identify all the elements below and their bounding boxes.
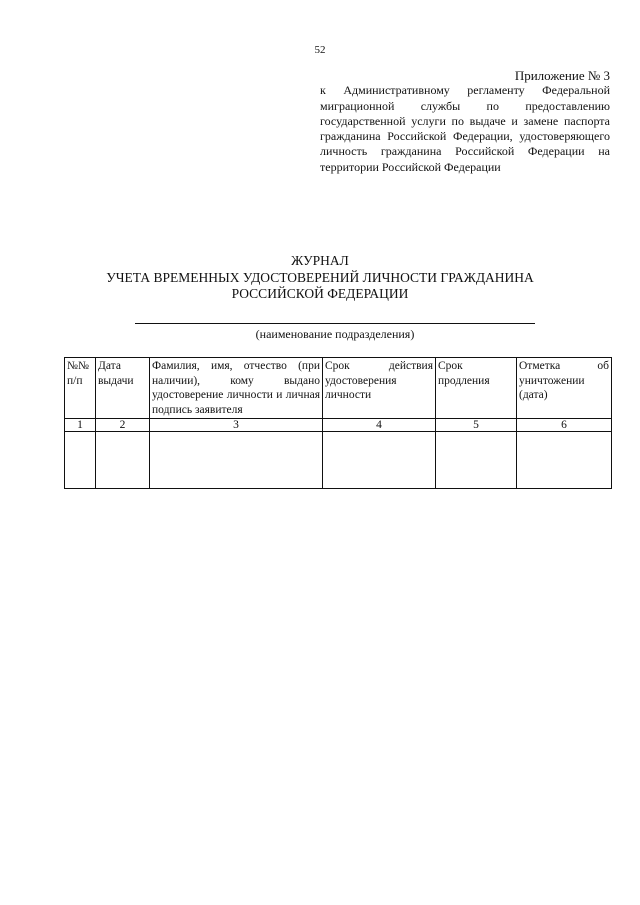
header-validity: Срок действия удостоверения личности (323, 358, 436, 419)
table-header-row (65, 358, 612, 419)
header-issue-date: Дата выдачи (96, 358, 150, 419)
journal-title-line-1: ЖУРНАЛ (291, 253, 349, 268)
journal-title (100, 253, 540, 303)
column-number: 6 (517, 419, 612, 432)
column-number-row (65, 419, 612, 432)
table-row (65, 432, 612, 489)
page-number: 52 (314, 44, 326, 56)
empty-cell (436, 432, 517, 489)
unit-name-line (135, 323, 535, 324)
header-number: №№ п/п (65, 358, 96, 419)
register-table (64, 357, 612, 489)
column-number: 1 (65, 419, 96, 432)
appendix-block (320, 68, 610, 175)
column-number: 4 (323, 419, 436, 432)
journal-title-line-3: РОССИЙСКОЙ ФЕДЕРАЦИИ (231, 286, 409, 301)
header-destruction-mark: Отметка об уничтожении (дата) (517, 358, 612, 419)
header-extension: Срок продления (436, 358, 517, 419)
empty-cell (517, 432, 612, 489)
column-number: 2 (96, 419, 150, 432)
empty-cell (323, 432, 436, 489)
unit-name-caption: (наименование подразделения) (255, 327, 415, 341)
journal-title-line-2: УЧЕТА ВРЕМЕННЫХ УДОСТОВЕРЕНИЙ ЛИЧНОСТИ ГРАЖДАНИНА (106, 269, 534, 285)
appendix-title: Приложение № 3 (514, 68, 610, 83)
header-full-name: Фамилия, имя, отчество (при наличии), кому выдано удостоверение личности и личная подпись заявителя (150, 358, 323, 419)
empty-cell (150, 432, 323, 489)
appendix-text: к Административному регламенту Федеральной миграционной службы по предоставлению государственной услуги по выдаче и замене паспорта гражданина Российской Федерации, удостоверяющего личность гражданина Российской Федерации на территории Российской Федерации (320, 83, 610, 174)
empty-cell (96, 432, 150, 489)
column-number: 3 (150, 419, 323, 432)
column-number: 5 (436, 419, 517, 432)
empty-cell (65, 432, 96, 489)
